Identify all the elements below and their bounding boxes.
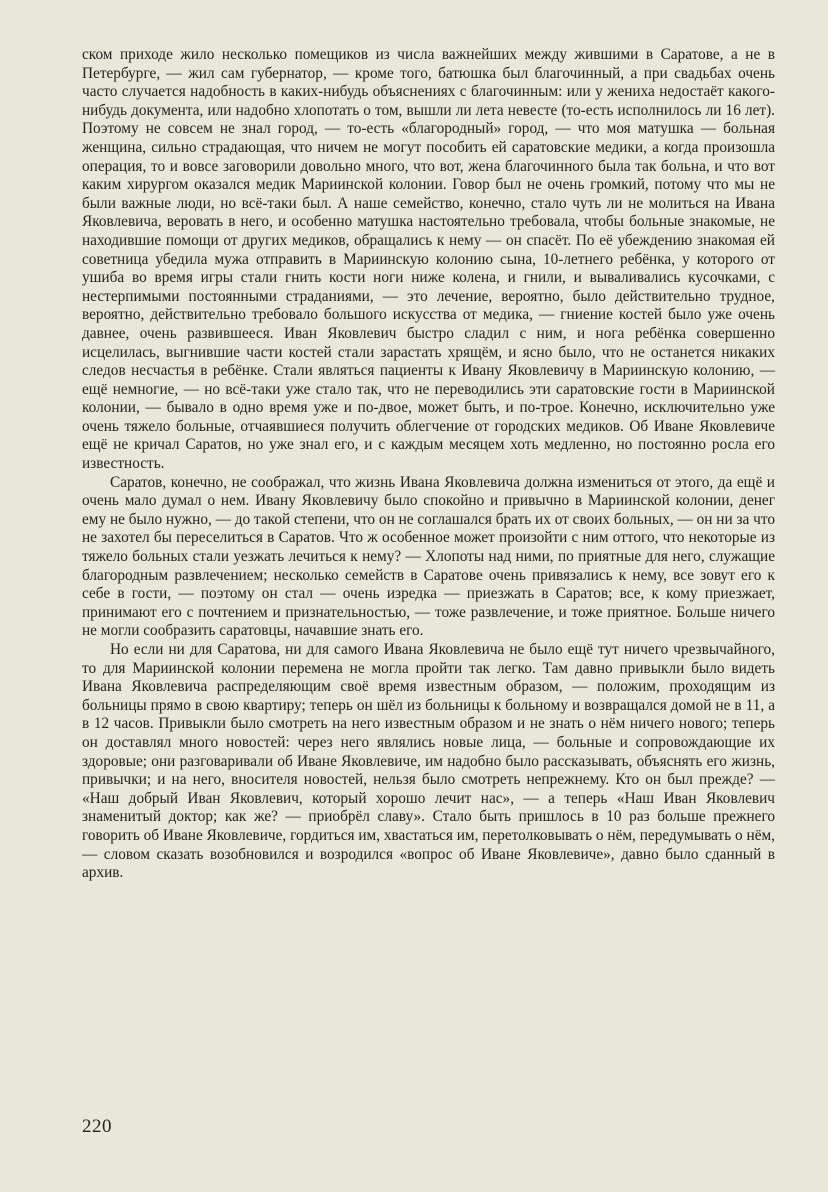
body-text [82, 46, 775, 883]
paragraph-1: ском приходе жило несколько помещиков из числа важнейших между жившими в Саратове, а не в Петербурге, — жил сам губернатор, — кроме того, батюшка был благочинный, а при свадьбах очень часто случается надобность в каких-нибудь объяснениях с благочинным: или у жениха недостаёт какого-нибудь документа, или надобно хлопотать о том, вышли ли лета невесте (то-есть исполнилось ли 16 лет). Поэтому не совсем не знал город, — то-есть «благородный» город, — что моя матушка — больная женщина, сильно страдающая, что ничем не могут пособить ей саратовские медики, а когда произошла операция, то и вовсе заговорили довольно много, что вот, жена благочинного была так больна, и что вот каким хирургом оказался медик Мариинской колонии. Говор был не очень громкий, потому что мы не были важные люди, но всё-таки был. А наше семейство, конечно, стало чуть ли не молиться на Ивана Яковлевича, веровать в него, и особенно матушка настоятельно требовала, чтобы больные знакомые, не находившие помощи от других медиков, обращались к нему — он спасёт. По её убеждению знакомая ей советница убедила мужа отправить в Мариинскую колонию сына, 10-летнего ребёнка, у которого от ушиба во время игры стали гнить кости ноги ниже колена, и гнили, и вываливались кусочками, с нестерпимыми постоянными страданиями, — это лечение, вероятно, было действительно трудное, вероятно, действительно требовало большого искусства от медика, — гниение костей было уже очень давнее, очень развившееся. Иван Яковлевич быстро сладил с ним, и нога ребёнка совершенно исцелилась, выгнившие части костей стали зарастать хрящём, и ясно было, что не останется никаких следов несчастья в ребёнке. Стали являться пациенты к Ивану Яковлевичу в Мариинскую колонию, — ещё немногие, — но всё-таки уже стало так, что не переводились эти саратовские гости в Мариинской колонии, — бывало в одно время уже и по-двое, может быть, и по-трое. Конечно, исключительно уже очень тяжело больные, отчаявшиеся получить облегчение от городских медиков. Об Иване Яковлевиче ещё не кричал Саратов, но уже знал его, и с каждым месяцем хоть медленно, но постоянно росла его известность. [82, 46, 775, 473]
paragraph-3: Но если ни для Саратова, ни для самого Ивана Яковлевича не было ещё тут ничего чрезвычайного, то для Мариинской колонии перемена не могла пройти так легко. Там давно привыкли было видеть Ивана Яковлевича распределяющим своё время известным образом, — положим, проходящим из больницы прямо в свою квартиру; теперь он шёл из больницы к больному и возвращался домой не в 11, а в 12 часов. Привыкли было смотреть на него известным образом и не знать о нём ничего нового; теперь он доставлял много новостей: через него являлись новые лица, — больные и сопровождающие их здоровые; они разговаривали об Иване Яковлевиче, им надобно было рассказывать, объяснять его жизнь, привычки; и на него, вносителя новостей, нельзя было смотреть непрежнему. Кто он был прежде? — «Наш добрый Иван Яковлевич, который хорошо лечит нас», — а теперь «Наш Иван Яковлевич знаменитый доктор; как же? — приобрёл славу». Стало быть пришлось в 10 раз больше прежнего говорить об Иване Яковлевиче, гордиться им, хвастаться им, перетолковывать о нём, передумывать о нём, — словом сказать возобновился и возродился «вопрос об Иване Яковлевиче», давно было сданный в архив. [82, 641, 775, 882]
paragraph-2: Саратов, конечно, не соображал, что жизнь Ивана Яковлевича должна измениться от этого, да ещё и очень мало думал о нем. Ивану Яковлевичу было спокойно и привычно в Мариинской колонии, денег ему не было нужно, — до такой степени, что он не соглашался брать их от своих больных, — он ни за что не захотел бы переселиться в Саратов. Что ж особенное может произойти с ним оттого, что некоторые из тяжело больных стали уезжать лечиться к нему? — Хлопоты над ними, по приятные для него, служащие благородным развлечением; несколько семейств в Саратове очень привязались к нему, все зовут его к себе в гости, — поэтому он стал — очень изредка — приезжать в Саратов; все, к кому приезжает, принимают его с почтением и признательностью, — тоже развлечение, и тоже приятное. Больше ничего не могли сообразить саратовцы, начавшие знать его. [82, 473, 775, 640]
page-number: 220 [82, 1116, 112, 1137]
